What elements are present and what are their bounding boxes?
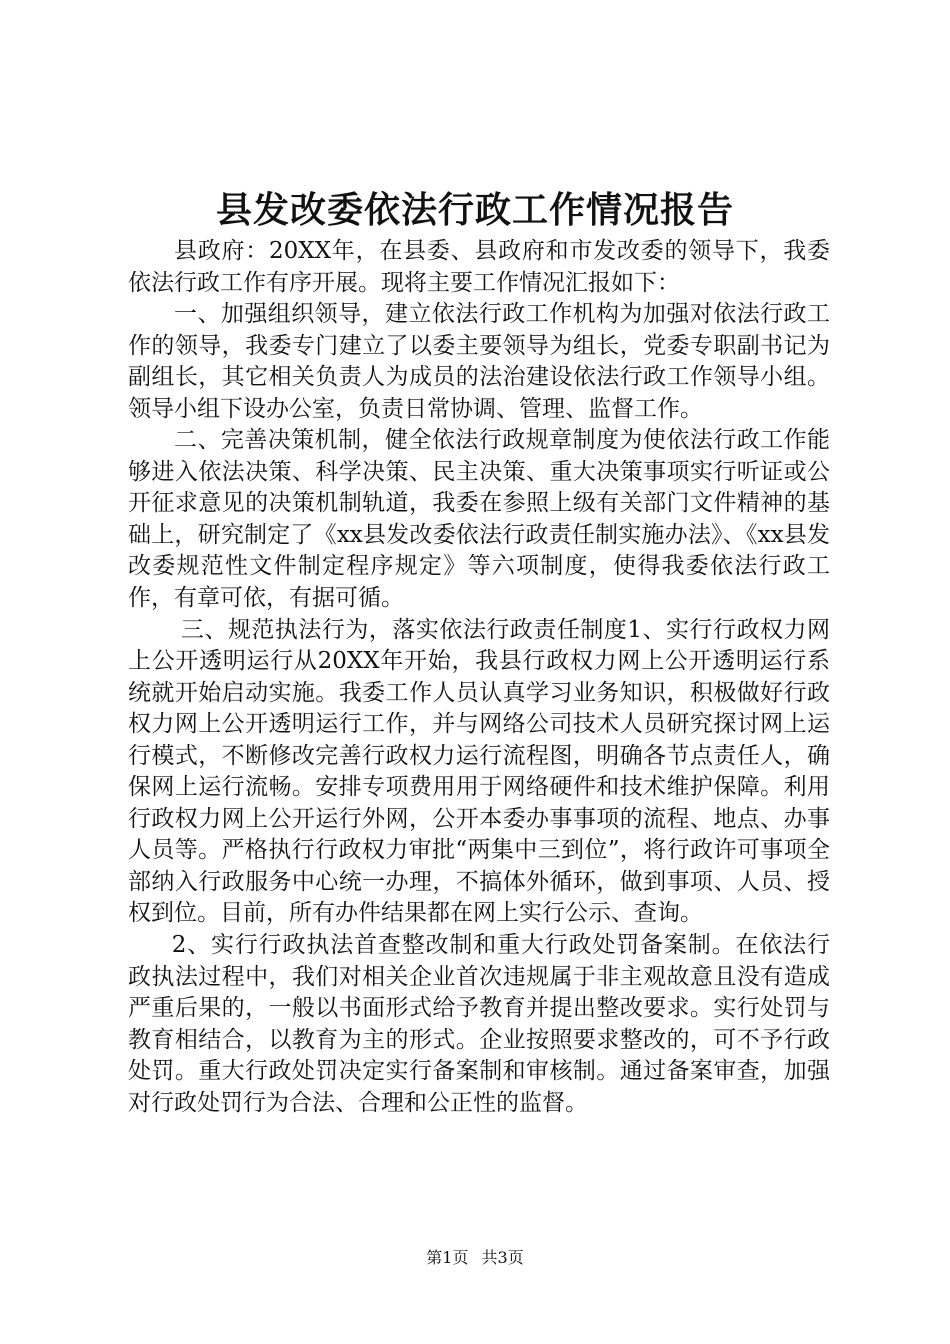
paragraph-section-3-item-2: 2、实行行政执法首查整改制和重大行政处罚备案制。在依法行政执法过程中，我们对相关企业首次违规属于非主观故意且没有造成严重后果的，一般以书面形式给予教育并提出整改要求。实行处罚与教育相结合，以教育为主的形式。企业按照要求整改的，可不予行政处罚。重大行政处罚决定实行备案制和审核制。通过备案审查，加强对行政处罚行为合法、合理和公正性的监督。 (128, 932, 830, 1116)
paragraph-section-3: 三、规范执法行为，落实依法行政责任制度1、实行行政权力网上公开透明运行从20XX年开始，我县行政权力网上公开透明运行系统就开始启动实施。我委工作人员认真学习业务知识，积极做好行政权力网上公开透明运行工作，并与网络公司技术人员研究探讨网上运行模式，不断修改完善行政权力运行流程图，明确各节点责任人，确保网上运行流畅。安排专项费用用于网络硬件和技术维护保障。利用行政权力网上公开运行外网，公开本委办事事项的流程、地点、办事人员等。严格执行行政权力审批“两集中三到位”，将行政许可事项全部纳入行政服务中心统一办理，不搞体外循环，做到事项、人员、授权到位。目前，所有办件结果都在网上实行公示、查询。 (128, 616, 830, 927)
page-footer (0, 1246, 950, 1270)
paragraph-intro: 县政府：20XX年，在县委、县政府和市发改委的领导下，我委依法行政工作有序开展。现将主要工作情况汇报如下： (128, 238, 830, 296)
paragraph-section-1: 一、加强组织领导，建立依法行政工作机构为加强对依法行政工作的领导，我委专门建立了以委主要领导为组长，党委专职副书记为副组长，其它相关负责人为成员的法治建设依法行政工作领导小组。领导小组下设办公室，负责日常协调、管理、监督工作。 (128, 301, 830, 422)
document-body (128, 236, 830, 1119)
paragraph-section-2: 二、完善决策机制，健全依法行政规章制度为使依法行政工作能够进入依法决策、科学决策、民主决策、重大决策事项实行听证或公开征求意见的决策机制轨道，我委在参照上级有关部门文件精神的基础上，研究制定了《xx县发改委依法行政责任制实施办法》、《xx县发改委规范性文件制定程序规定》等六项制度，使得我委依法行政工作，有章可依，有据可循。 (128, 427, 830, 612)
document-title: 县发改委依法行政工作情况报告 (215, 189, 734, 231)
page-number-total: 共3页 (481, 1248, 524, 1267)
page-number-current: 第1页 (426, 1248, 469, 1267)
